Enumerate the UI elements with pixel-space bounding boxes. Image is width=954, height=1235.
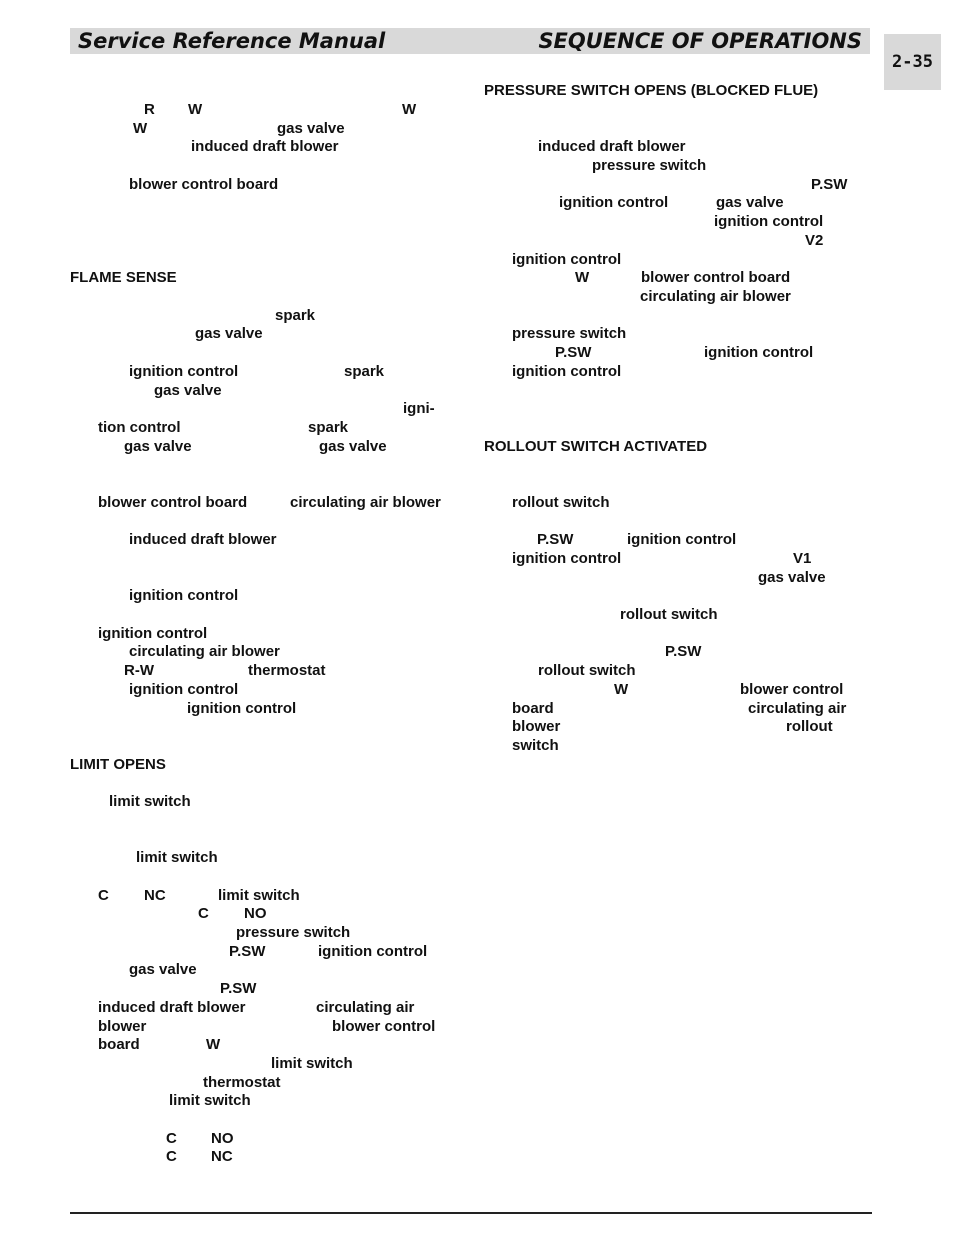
term: C xyxy=(166,1148,177,1165)
term: ignition control xyxy=(129,363,239,380)
term: limit switch xyxy=(218,887,300,904)
term: blower control xyxy=(332,1018,436,1035)
term: induced draft blower xyxy=(538,138,686,155)
section-heading-pressure-switch: PRESSURE SWITCH OPENS (BLOCKED FLUE) xyxy=(484,82,819,99)
term: P.SW xyxy=(811,176,848,193)
term: NO xyxy=(244,905,267,922)
term: P.SW xyxy=(220,980,257,997)
term: blower control xyxy=(740,681,844,698)
term: P.SW xyxy=(537,531,574,548)
term: ignition control xyxy=(187,700,297,717)
term: gas valve xyxy=(124,438,192,455)
term: blower control board xyxy=(98,494,248,511)
term: ignition control xyxy=(98,625,208,642)
term: circulating air xyxy=(748,700,847,717)
term: spark xyxy=(344,363,385,380)
term: blower xyxy=(512,718,561,735)
term: switch xyxy=(512,737,559,754)
term: NO xyxy=(211,1130,234,1147)
term: ignition control xyxy=(129,681,239,698)
term: blower xyxy=(98,1018,147,1035)
term: induced draft blower xyxy=(191,138,339,155)
term: spark xyxy=(275,307,316,324)
term: ignition control xyxy=(512,251,622,268)
term: W xyxy=(402,101,417,118)
term: limit switch xyxy=(169,1092,251,1109)
term: pressure switch xyxy=(512,325,627,342)
term: induced draft blower xyxy=(129,531,277,548)
term: thermostat xyxy=(203,1074,281,1091)
term: ignition control xyxy=(512,550,622,567)
term: rollout switch xyxy=(620,606,718,623)
term: rollout switch xyxy=(538,662,636,679)
term: W xyxy=(575,269,590,286)
term: limit switch xyxy=(109,793,191,810)
manual-title: Service Reference Manual xyxy=(78,29,386,53)
term: igni- xyxy=(403,400,435,417)
term: R xyxy=(144,101,155,118)
term: board xyxy=(98,1036,140,1053)
term: ignition control xyxy=(129,587,239,604)
term: gas valve xyxy=(716,194,784,211)
term: tion control xyxy=(98,419,181,436)
term: circulating air blower xyxy=(290,494,441,511)
page-number-tab xyxy=(884,34,941,90)
term: gas valve xyxy=(758,569,826,586)
term: P.SW xyxy=(555,344,592,361)
term: blower control board xyxy=(129,176,279,193)
section-heading-limit-opens: LIMIT OPENS xyxy=(70,756,166,773)
header-bar xyxy=(70,28,870,54)
term: limit switch xyxy=(271,1055,353,1072)
term: circulating air blower xyxy=(640,288,791,305)
page-number: 2-35 xyxy=(892,52,933,72)
term: ignition control xyxy=(627,531,737,548)
term: C xyxy=(198,905,209,922)
term: circulating air blower xyxy=(129,643,280,660)
term: W xyxy=(188,101,203,118)
term: gas valve xyxy=(129,961,197,978)
term: P.SW xyxy=(229,943,266,960)
footer-rule xyxy=(70,1212,872,1214)
term: blower control board xyxy=(641,269,791,286)
term: ignition control xyxy=(512,363,622,380)
term: C xyxy=(98,887,109,904)
term: NC xyxy=(211,1148,233,1165)
term: gas valve xyxy=(277,120,345,137)
term: gas valve xyxy=(154,382,222,399)
term: rollout switch xyxy=(512,494,610,511)
term: thermostat xyxy=(248,662,326,679)
term: R-W xyxy=(124,662,154,679)
term: W xyxy=(206,1036,221,1053)
term: gas valve xyxy=(319,438,387,455)
term: NC xyxy=(144,887,166,904)
term: P.SW xyxy=(665,643,702,660)
section-title: SEQUENCE OF OPERATIONS xyxy=(538,29,862,53)
term: pressure switch xyxy=(236,924,351,941)
term: spark xyxy=(308,419,349,436)
section-heading-rollout-switch: ROLLOUT SWITCH ACTIVATED xyxy=(484,438,708,455)
term: induced draft blower xyxy=(98,999,246,1016)
term: W xyxy=(614,681,629,698)
term: rollout xyxy=(786,718,833,735)
term: ignition control xyxy=(704,344,814,361)
term: C xyxy=(166,1130,177,1147)
term: W xyxy=(133,120,148,137)
section-heading-flame-sense: FLAME SENSE xyxy=(70,269,177,286)
term: circulating air xyxy=(316,999,415,1016)
term: board xyxy=(512,700,554,717)
term: ignition control xyxy=(318,943,428,960)
term: pressure switch xyxy=(592,157,707,174)
term: gas valve xyxy=(195,325,263,342)
term: ignition control xyxy=(559,194,669,211)
term: V1 xyxy=(793,550,812,567)
term: limit switch xyxy=(136,849,218,866)
term: ignition control xyxy=(714,213,824,230)
term: V2 xyxy=(805,232,824,249)
